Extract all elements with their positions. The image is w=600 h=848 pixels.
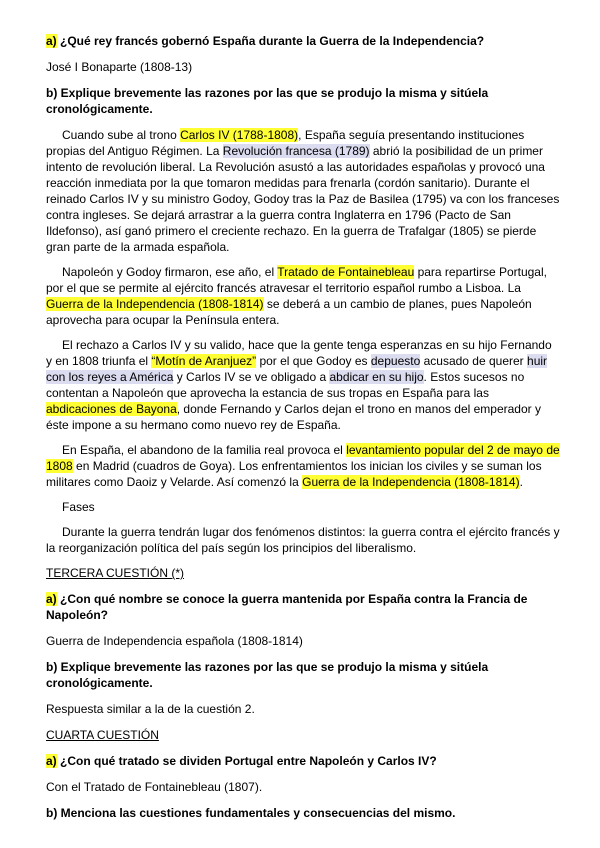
- question-text: ¿Con qué tratado se dividen Portugal entre Napoleón y Carlos IV?: [56, 754, 437, 768]
- question-4b: b) Menciona las cuestiones fundamentales y consecuencias del mismo.: [46, 806, 456, 820]
- paragraph-fases: Fases: [62, 500, 95, 514]
- section-heading-tercera: TERCERA CUESTIÓN (*): [46, 566, 185, 580]
- answer-3a: Guerra de Independencia española (1808-1814): [46, 634, 303, 648]
- paragraph-levantamiento: En España, el abandono de la familia real provoca el levantamiento popular del 2 de mayo de 1808 en Madrid (cuadros de Goya). Los enfrentamientos los inician los civiles y se suman los militares como Daoiz y Velarde. Así comenzó la Guerra de la Independencia (1808-1814).: [46, 443, 560, 489]
- highlight: Guerra de la Independencia (1808-1814): [302, 475, 520, 489]
- question-text: ¿Qué rey francés gobernó España durante la Guerra de la Independencia?: [56, 34, 485, 48]
- question-label: a): [46, 754, 57, 768]
- highlight: Carlos IV (1788-1808): [180, 128, 299, 142]
- highlight: Guerra de la Independencia (1808-1814): [46, 297, 264, 311]
- highlight: huir con los reyes a América: [46, 354, 548, 384]
- paragraph-durante: Durante la guerra tendrán lugar dos fenómenos distintos: la guerra contra el ejército francés y la reorganización política del país según los principios del liberalismo.: [46, 525, 560, 555]
- question-label: a): [46, 592, 57, 606]
- highlight: abdicaciones de Bayona: [46, 402, 177, 416]
- question-1a: [46, 33, 560, 49]
- paragraph-aranjuez: El rechazo a Carlos IV y su valido, hace que la gente tenga esperanzas en su hijo Fernando y en 1808 triunfa el “Motín de Aranjuez” por el que Godoy es depuesto acusado de querer huir con los reyes a América y Carlos IV se ve obligado a abdicar en su hijo. Estos sucesos no contentan a Napoleón que aprovecha la estancia de sus tropas en España para las abdicaciones de Bayona, donde Fernando y Carlos dejan el trono en manos del emperador y éste impone a su hermano como nuevo rey de España.: [46, 338, 552, 432]
- question-text: ¿Con qué nombre se conoce la guerra mantenida por España contra la Francia de Napoleón?: [46, 592, 528, 622]
- paragraph-carlos-iv: Cuando sube al trono Carlos IV (1788-1808), España seguía presentando instituciones propias del Antiguo Régimen. La Revolución francesa (1789) abrió la posibilidad de un primer intento de revolución liberal. La Revolución asustó a las autoridades españolas y provocó una reacción inmediata por la que tomaron medidas para frenarla (cordón sanitario). Durante el reinado Carlos IV y su ministro Godoy, Godoy tras la Paz de Basilea (1795) va con los franceses contra ingleses. Se dejará arrastrar a la guerra contra Inglaterra en 1796 (Pacto de San Ildefonso), así ganó primero el creciente rechazo. En la guerra de Trafalgar (1805) se pierde gran parte de la armada española.: [46, 128, 560, 254]
- question-3a: [46, 591, 560, 623]
- answer-1a: José I Bonaparte (1808-13): [46, 60, 193, 74]
- highlight: depuesto: [370, 354, 421, 368]
- highlight: abdicar en su hijo: [329, 370, 424, 384]
- question-3b: b) Explique brevemente las razones por las que se produjo la misma y sitúela cronológicamente.: [46, 660, 489, 690]
- answer-4a: Con el Tratado de Fontainebleau (1807).: [46, 780, 263, 794]
- question-label: a): [46, 34, 57, 48]
- section-heading-cuarta: CUARTA CUESTIÓN: [46, 728, 159, 742]
- highlight: levantamiento popular del 2 de mayo de 1808: [46, 443, 560, 473]
- answer-3b: Respuesta similar a la de la cuestión 2.: [46, 702, 255, 716]
- highlight: Revolución francesa (1789): [222, 144, 370, 158]
- paragraph-fontainebleau: Napoleón y Godoy firmaron, ese año, el Tratado de Fontainebleau para repartirse Portugal, por el que se permite al ejército francés atravesar el territorio español rumbo a Lisboa. La Guerra de la Independencia (1808-1814) se deberá a un cambio de planes, pues Napoleón aprovecha para ocupar la Península entera.: [46, 265, 547, 327]
- question-1b: b) Explique brevemente las razones por las que se produjo la misma y sitúela cronológicamente.: [46, 86, 489, 116]
- highlight: Tratado de Fontainebleau: [277, 265, 415, 279]
- question-4a: [46, 753, 560, 769]
- highlight: “Motín de Aranjuez”: [151, 354, 257, 368]
